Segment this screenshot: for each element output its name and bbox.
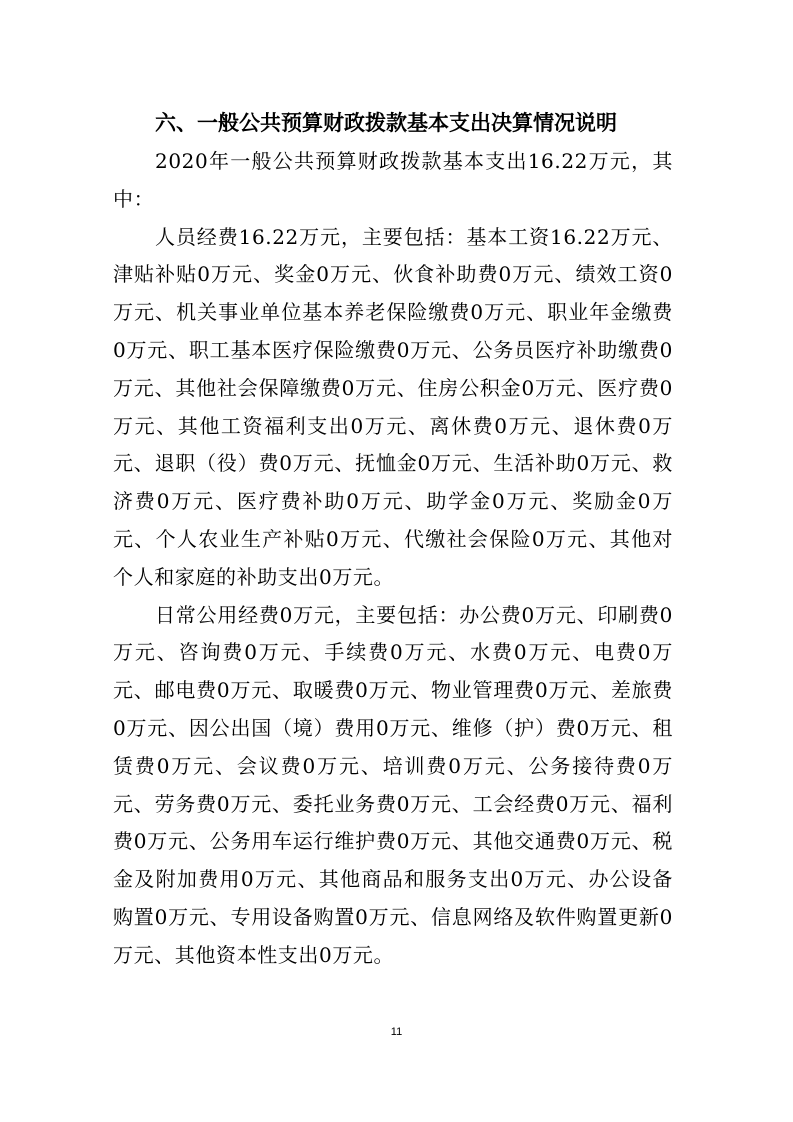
paragraph-public-expenses: 日常公用经费0万元，主要包括：办公费0万元、印刷费0万元、咨询费0万元、手续费0万元、水费0万元、电费0万元、邮电费0万元、取暖费0万元、物业管理费0万元、差旅费0万元、因公出国（境）费用0万元、维修（护）费0万元、租赁费0万元、会议费0万元、培训费0万元、公务接待费0万元、劳务费0万元、委托业务费0万元、工会经费0万元、福利费0万元、公务用车运行维护费0万元、其他交通费0万元、税金及附加费用0万元、其他商品和服务支出0万元、办公设备购置0万元、专用设备购置0万元、信息网络及软件购置更新0万元、其他资本性支出0万元。 — [113, 602, 673, 967]
paragraph-summary: 2020年一般公共预算财政拨款基本支出16.22万元，其中： — [113, 149, 673, 211]
document-body — [113, 103, 673, 975]
section-heading: 六、一般公共预算财政拨款基本支出决算情况说明 — [155, 111, 617, 135]
paragraph-personnel-expenses: 人员经费16.22万元，主要包括：基本工资16.22万元、津贴补贴0万元、奖金0万元、伙食补助费0万元、绩效工资0万元、机关事业单位基本养老保险缴费0万元、职业年金缴费0万元、职工基本医疗保险缴费0万元、公务员医疗补助缴费0万元、其他社会保障缴费0万元、住房公积金0万元、医疗费0万元、其他工资福利支出0万元、离休费0万元、退休费0万元、退职（役）费0万元、抚恤金0万元、生活补助0万元、救济费0万元、医疗费补助0万元、助学金0万元、奖励金0万元、个人农业生产补贴0万元、代缴社会保险0万元、其他对个人和家庭的补助支出0万元。 — [113, 224, 673, 589]
page-number: 11 — [390, 1026, 403, 1038]
